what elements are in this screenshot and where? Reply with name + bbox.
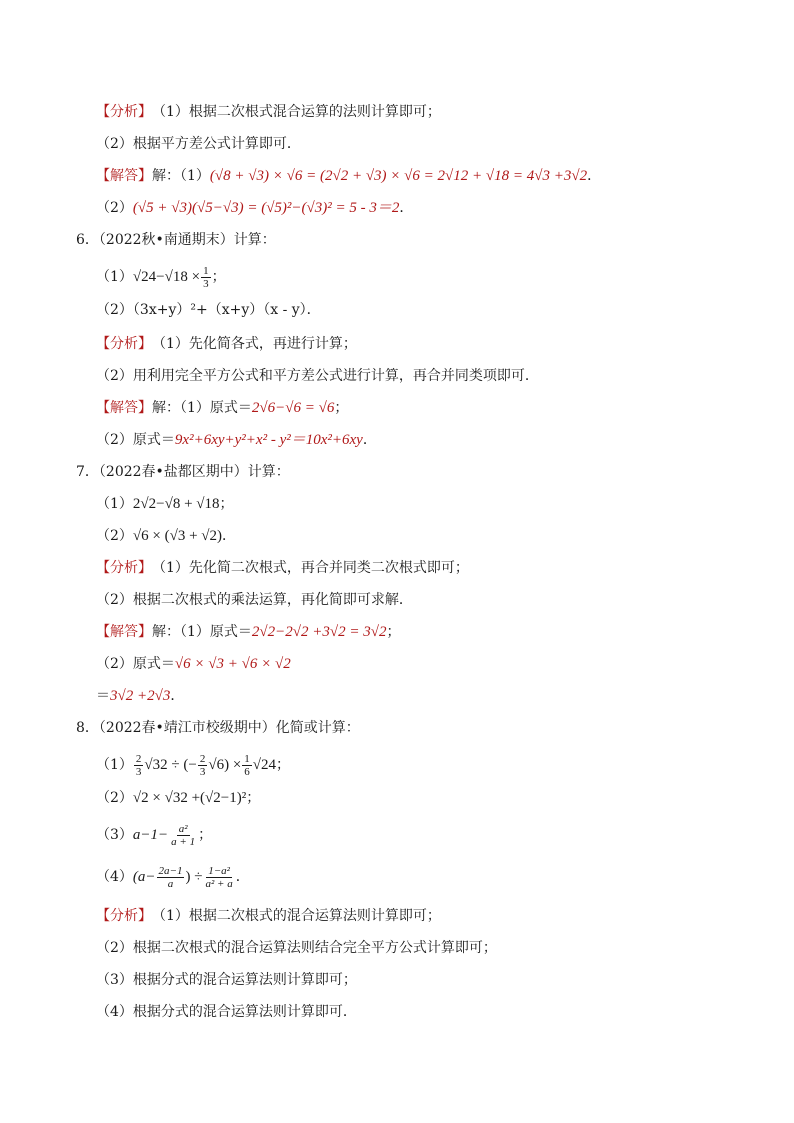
analysis-text: （2）根据二次根式的乘法运算，再化简即可求解．: [96, 592, 413, 608]
item-prefix: （1）: [96, 757, 133, 773]
answer-prefix: （2）: [96, 200, 133, 216]
frac-numerator: a²: [178, 822, 188, 835]
q6-analysis-line-1: [96, 334, 357, 354]
answer-math: (√5 + √3)(√5−√3) = (√5)²−(√3)² = 5 - 3＝2: [132, 200, 400, 216]
fraction: [157, 865, 185, 890]
item-math: √32 ÷ (−: [144, 757, 197, 773]
q7-answer-line-3: [96, 686, 184, 706]
frac-numerator: 1−a²: [208, 864, 230, 877]
frac-denominator: a + 1: [171, 835, 196, 848]
question-title: 8．（2022春•靖江市校级期中）化简或计算：: [76, 720, 360, 736]
frac-numerator: 2: [135, 752, 142, 765]
fraction: [201, 265, 211, 290]
q7-answer-line-2: [96, 654, 291, 674]
item-prefix: （1）: [96, 269, 133, 285]
analysis-text: （2）根据二次根式的混合运算法则结合完全平方公式计算即可；: [96, 940, 497, 956]
answer-tag: 【解答】: [96, 400, 152, 416]
item-text: （2）（3x+y）²+（x+y）（x - y）．: [96, 302, 321, 318]
analysis-text: （3）根据分式的混合运算法则计算即可；: [96, 972, 357, 988]
answer-tag: 【解答】: [96, 168, 152, 184]
answer-math: (√8 + √3) × √6 = (2√2 + √3) × √6 = 2√12 + √18 = 4√3 +3√2: [209, 168, 588, 184]
answer-math: 3√2 +2√3: [110, 688, 171, 704]
answer-prefix: 解：（1）: [152, 168, 210, 184]
analysis-text: （2）用利用完全平方公式和平方差公式进行计算，再合并同类项即可．: [96, 368, 539, 384]
q5-answer-line-2: [96, 198, 413, 218]
q7-answer-line-1: [96, 622, 400, 642]
answer-prefix: ＝: [96, 688, 110, 704]
analysis-tag: 【分析】: [96, 560, 152, 576]
item-math: 2√2−√8 + √18: [132, 496, 220, 512]
q8-item-1: [96, 750, 290, 780]
q7-title: [76, 462, 290, 482]
analysis-text: （1）根据二次根式混合运算的法则计算即可；: [152, 104, 441, 120]
q5-analysis-line-1: [96, 102, 441, 122]
punct: ；: [198, 827, 213, 843]
q8-analysis-line-2: [96, 938, 497, 958]
fraction: [134, 753, 144, 778]
q8-item-2: [96, 788, 260, 808]
q8-item-3: [96, 820, 212, 850]
item-prefix: （1）: [96, 496, 133, 512]
analysis-text: （4）根据分式的混合运算法则计算即可．: [96, 1004, 357, 1020]
q8-analysis-line-4: [96, 1002, 357, 1022]
q8-item-4: [96, 862, 250, 892]
frac-denominator: 3: [203, 277, 209, 290]
q7-item-1: [96, 494, 234, 514]
punct: ；: [219, 496, 234, 512]
item-math: √2 × √32 +(√2−1)²: [132, 790, 247, 806]
punct: ．: [222, 528, 237, 544]
q7-analysis-line-1: [96, 558, 469, 578]
answer-math: √6 × √3 + √6 × √2: [174, 656, 291, 672]
q6-answer-line-1: [96, 398, 348, 418]
punct: ；: [386, 624, 401, 640]
frac-denominator: a² + a: [205, 877, 233, 890]
item-math: √24: [252, 757, 277, 773]
item-math: √6 × (√3 + √2): [132, 528, 223, 544]
punct: ；: [211, 269, 226, 285]
item-math: ) ÷: [185, 869, 203, 885]
analysis-tag: 【分析】: [96, 908, 152, 924]
q6-item-2: [96, 300, 321, 320]
punct: ．: [399, 200, 414, 216]
answer-math: 2√6−√6 = √6: [251, 400, 335, 416]
frac-numerator: 1: [244, 752, 250, 765]
answer-prefix: 解：（1）原式＝: [152, 400, 252, 416]
q7-analysis-line-2: [96, 590, 413, 610]
punct: ．: [362, 432, 377, 448]
frac-numerator: 2a−1: [158, 864, 183, 877]
q6-analysis-line-2: [96, 366, 539, 386]
q8-analysis-line-3: [96, 970, 357, 990]
item-math: a−1−: [132, 827, 169, 843]
answer-tag: 【解答】: [96, 624, 152, 640]
answer-math: 2√2−2√2 +3√2 = 3√2: [251, 624, 387, 640]
analysis-text: （1）先化简各式，再进行计算；: [152, 336, 357, 352]
q6-title: [76, 230, 276, 250]
frac-denominator: 3: [135, 765, 142, 778]
punct: ；: [246, 790, 261, 806]
q6-item-1: [96, 262, 226, 292]
item-prefix: （3）: [96, 827, 133, 843]
item-prefix: （2）: [96, 528, 133, 544]
q5-answer-line-1: [96, 166, 601, 186]
answer-prefix: 解：（1）原式＝: [152, 624, 252, 640]
analysis-tag: 【分析】: [96, 104, 152, 120]
answer-prefix: （2）原式＝: [96, 656, 175, 672]
punct: ；: [276, 757, 291, 773]
item-math: √6) ×: [208, 757, 242, 773]
punct: ；: [334, 400, 349, 416]
q8-title: [76, 718, 360, 738]
q6-answer-line-2: [96, 430, 377, 450]
frac-numerator: 1: [203, 264, 209, 277]
q5-analysis-line-2: [96, 134, 301, 154]
analysis-text: （2）根据平方差公式计算即可．: [96, 136, 301, 152]
item-math: (a−: [132, 869, 156, 885]
analysis-tag: 【分析】: [96, 336, 152, 352]
item-prefix: （4）: [96, 869, 133, 885]
frac-numerator: 2: [199, 752, 206, 765]
q8-analysis-line-1: [96, 906, 441, 926]
answer-prefix: （2）原式＝: [96, 432, 175, 448]
question-title: 6．（2022秋•南通期末）计算：: [76, 232, 276, 248]
frac-denominator: 3: [199, 765, 206, 778]
fraction: [198, 753, 208, 778]
analysis-text: （1）根据二次根式的混合运算法则计算即可；: [152, 908, 441, 924]
answer-math: 9x²+6xy+y²+x² - y²＝10x²+6xy: [174, 432, 363, 448]
q7-item-2: [96, 526, 236, 546]
frac-denominator: 6: [244, 765, 250, 778]
frac-denominator: a: [167, 877, 174, 890]
fraction: [242, 753, 252, 778]
fraction: [203, 865, 234, 890]
punct: ．: [587, 168, 602, 184]
analysis-text: （1）先化简二次根式，再合并同类二次根式即可；: [152, 560, 469, 576]
punct: ．: [235, 869, 250, 885]
item-prefix: （2）: [96, 790, 133, 806]
fraction: [169, 823, 197, 848]
punct: ．: [170, 688, 185, 704]
question-title: 7．（2022春•盐都区期中）计算：: [76, 464, 290, 480]
item-math: √24−√18 ×: [132, 269, 201, 285]
